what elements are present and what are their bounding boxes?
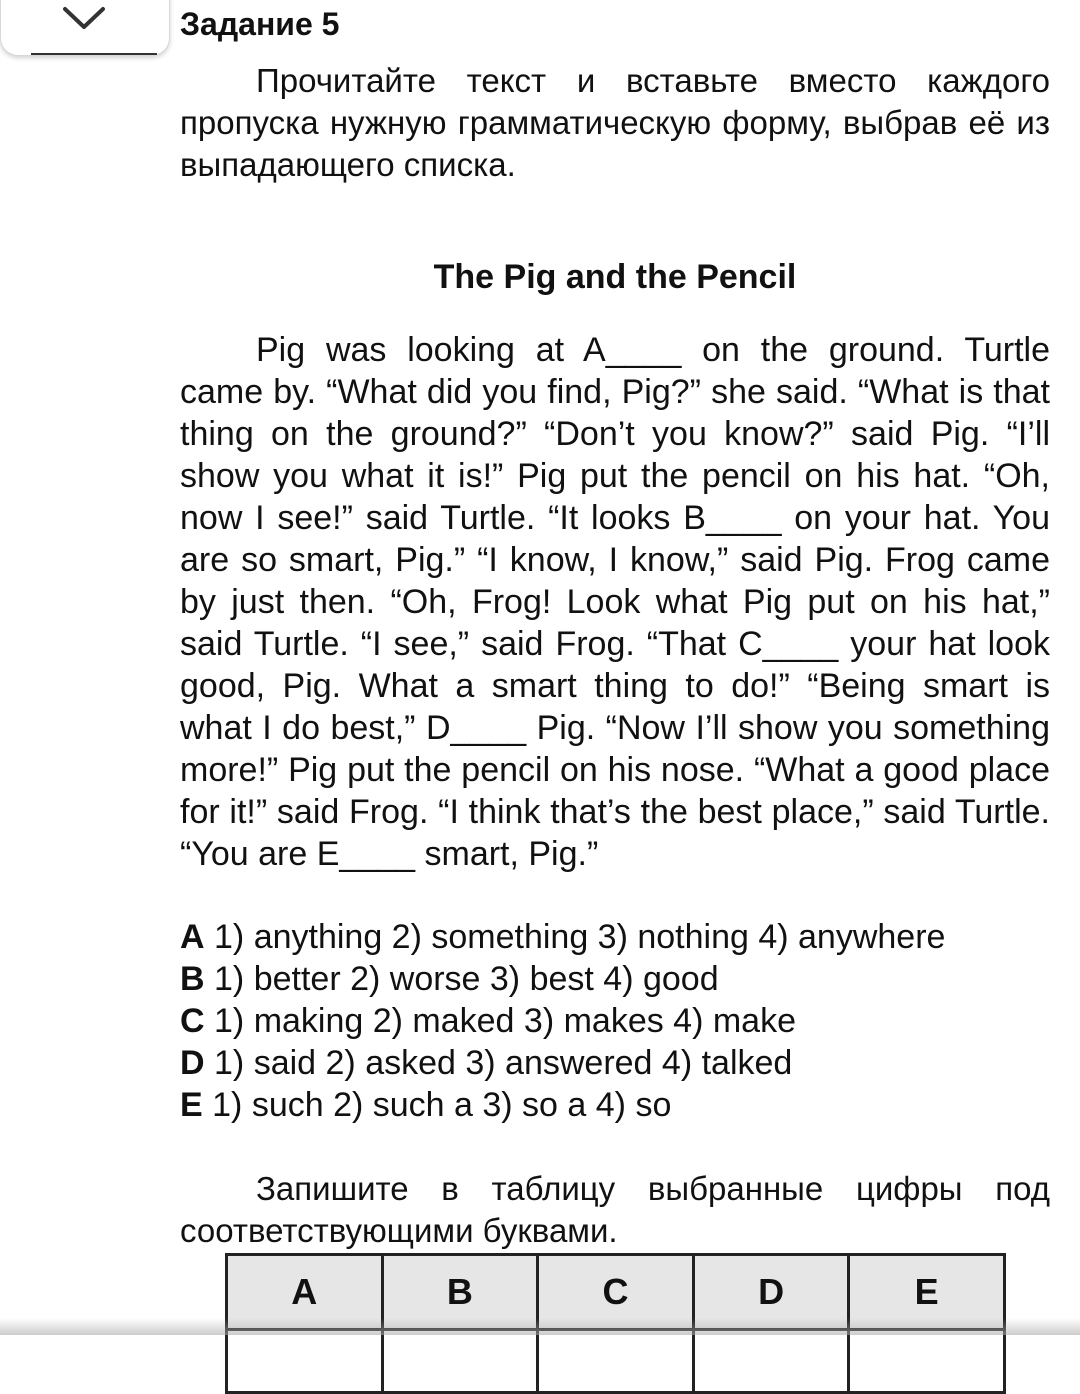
option-row-c[interactable]: [180, 1000, 1050, 1042]
answer-cell-a[interactable]: [227, 1330, 383, 1393]
answer-cell-b[interactable]: [382, 1330, 538, 1393]
option-letter: B: [180, 960, 205, 998]
answer-header-a: A: [227, 1255, 383, 1330]
option-letter: D: [180, 1044, 205, 1082]
answer-instruction: Запишите в таблицу выбранные цифры под соответствующими буквами.: [180, 1170, 1050, 1249]
option-letter: C: [180, 1002, 205, 1040]
answer-cell-d[interactable]: [693, 1330, 849, 1393]
answer-table-input-row: [227, 1330, 1005, 1393]
answer-header-d: D: [693, 1255, 849, 1330]
story-text: Pig was looking at A____ on the ground. Turtle came by. “What did you find, Pig?” she said. “What is that thing on the ground?” “Don’t you know?” said Pig. “I’ll show you what it is!” Pig put the pencil on his hat. “Oh, now I see!” said Turtle. “It looks B____ on your hat. You are so smart, Pig.” “I know, I know,” said Pig. Frog came by just then. “Oh, Frog! Look what Pig put on his hat,” said Turtle. “I see,” said Frog. “That C____ your hat look good, Pig. What a smart thing to do!” “Being smart is what I do best,” D____ Pig. “Now I’ll show you something more!” Pig put the pencil on his nose. “What a good place for it!” said Frog. “I think that’s the best place,” said Turtle. “You are E____ smart, Pig.”: [180, 331, 1050, 873]
option-row-b[interactable]: [180, 958, 1050, 1000]
task-title: Задание 5: [180, 6, 340, 42]
tab-underline: [31, 53, 157, 55]
option-choices: 1) making 2) maked 3) makes 4) make: [214, 1002, 796, 1040]
answer-header-b: B: [382, 1255, 538, 1330]
answer-header-c: C: [538, 1255, 694, 1330]
option-choices: 1) such 2) such a 3) so a 4) so: [212, 1086, 672, 1124]
story-title: The Pig and the Pencil: [433, 258, 797, 296]
option-letter: A: [180, 918, 205, 956]
bottom-edge-shadow: [0, 1318, 1080, 1335]
answer-options-list: [180, 916, 1050, 1126]
task-instruction: Прочитайте текст и вставьте вместо каждого пропуска нужную грамматическую форму, выбрав её из выпадающего списка.: [180, 62, 1050, 183]
answer-header-e: E: [849, 1255, 1005, 1330]
option-letter: E: [180, 1086, 203, 1124]
answer-cell-e[interactable]: [849, 1330, 1005, 1393]
collapse-tab[interactable]: [0, 0, 170, 56]
answer-cell-c[interactable]: [538, 1330, 694, 1393]
chevron-down-icon: [61, 5, 107, 31]
option-row-a[interactable]: [180, 916, 1050, 958]
option-row-e[interactable]: [180, 1084, 1050, 1126]
option-row-d[interactable]: [180, 1042, 1050, 1084]
option-choices: 1) better 2) worse 3) best 4) good: [214, 960, 719, 998]
option-choices: 1) anything 2) something 3) nothing 4) anywhere: [214, 918, 946, 956]
option-choices: 1) said 2) asked 3) answered 4) talked: [214, 1044, 793, 1082]
